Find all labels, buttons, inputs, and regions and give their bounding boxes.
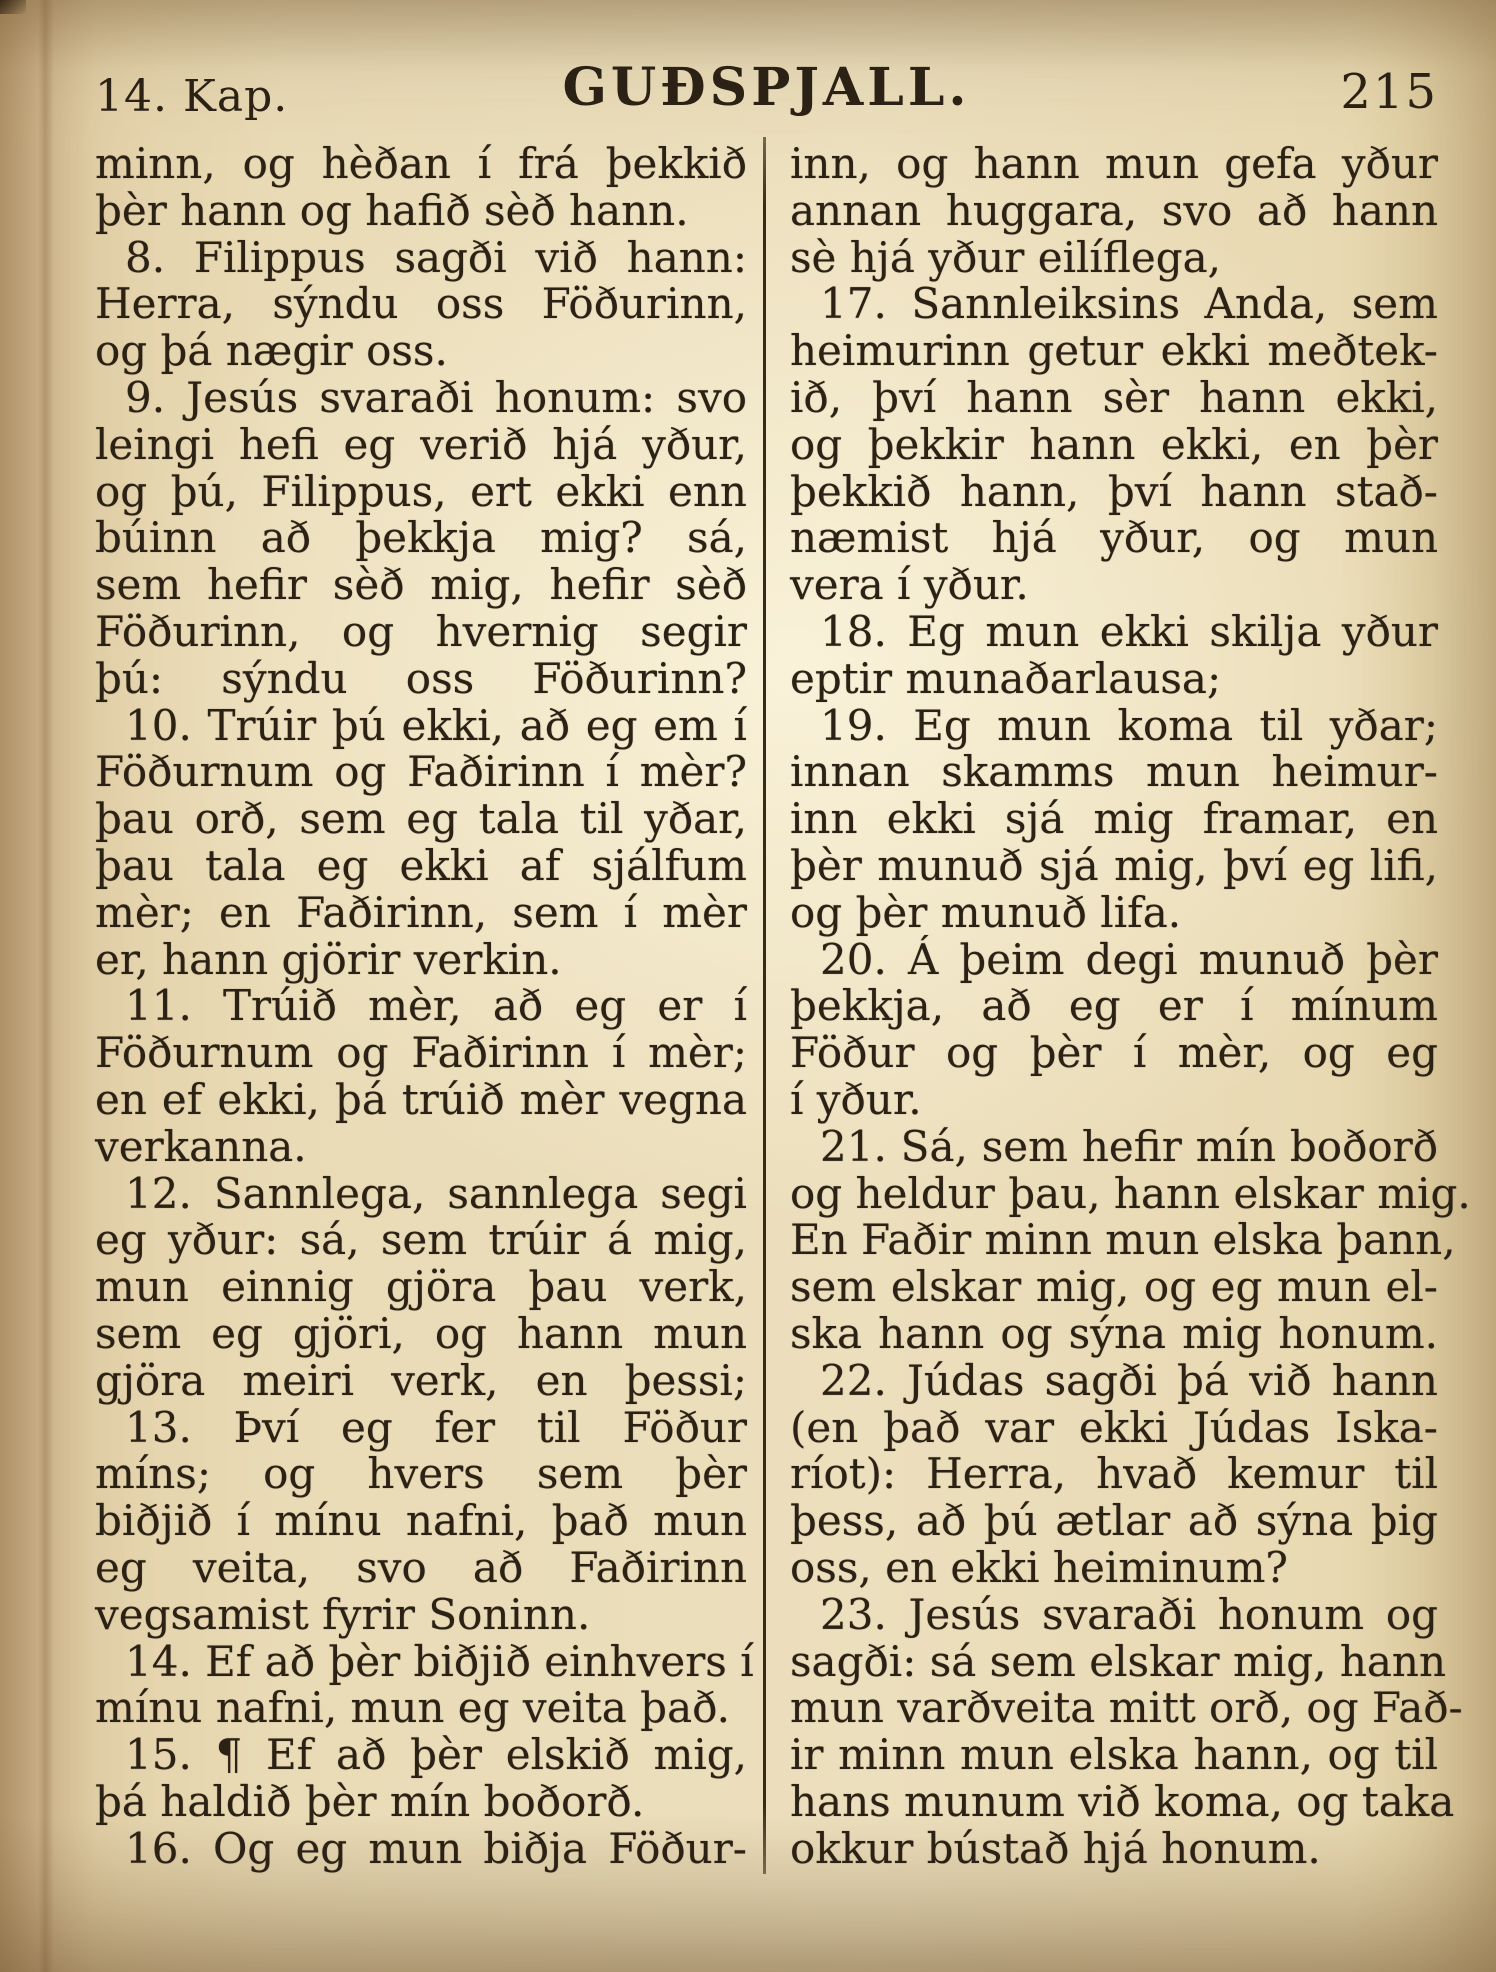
text-line: þèr hann og hafið sèð hann. [95,185,689,235]
text-line: 10. Trúir þú ekki, að eg em í [125,700,747,750]
text-line: 16. Og eg mun biðja Föður- [125,1823,747,1873]
text-line: eptir munaðarlausa; [790,653,1222,703]
chapter-label: 14. Kap. [95,71,289,122]
text-line: sagði: sá sem elskar mig, hann [790,1636,1447,1686]
page-gutter-shadow [38,0,54,1972]
text-line: ríot): Herra, hvað kemur til [790,1449,1438,1499]
text-line: mun einnig gjöra þau verk, [95,1262,747,1312]
text-line: þau tala eg ekki af sjálfum [95,840,747,890]
text-line: næmist hjá yður, og mun [790,513,1438,563]
left-column [95,139,754,1873]
text-line: í yður. [790,1074,922,1124]
text-line: vegsamist fyrir Soninn. [95,1589,591,1639]
text-line: er, hann gjörir verkin. [95,934,562,984]
text-line: oss, en ekki heiminum? [790,1542,1288,1592]
text-line: sem hefir sèð mig, hefir sèð [95,560,747,610]
text-line: mínu nafni, mun eg veita það. [95,1683,731,1733]
text-line: 12. Sannlega, sannlega segi [125,1168,747,1218]
column-divider [763,137,766,1874]
text-line: mun varðveita mitt orð, og Fað- [790,1683,1463,1733]
text-line: þekkið hann, því hann stað- [790,466,1438,516]
text-line: biðjið í mínu nafni, það mun [95,1496,747,1546]
text-line: Föðurnum og Faðirinn í mèr; [95,1028,747,1078]
text-line: og heldur þau, hann elskar mig. [790,1168,1471,1218]
text-line: en ef ekki, þá trúið mèr vegna [95,1074,747,1124]
text-line: eg yður: sá, sem trúir á mig, [95,1215,747,1265]
text-line: þá haldið þèr mín boðorð. [95,1776,645,1826]
text-line: verkanna. [95,1121,307,1171]
text-line: Föður og þèr í mèr, og eg [790,1028,1438,1078]
right-column [790,139,1471,1873]
text-line: búinn að þekkja mig? sá, [95,513,747,563]
text-line: sè hjá yður eilíflega, [790,232,1222,282]
text-line: 13. Því eg fer til Föður [125,1402,747,1452]
text-line: 21. Sá, sem hefir mín boðorð [820,1121,1438,1171]
text-line: þèr munuð sjá mig, því eg lifi, [790,840,1438,890]
text-line: heimurinn getur ekki meðtek- [790,326,1438,376]
text-line: minn, og hèðan í frá þekkið [95,139,747,188]
text-line: 17. Sannleiksins Anda, sem [820,279,1438,329]
text-line: og þá nægir oss. [95,326,448,376]
text-line: 23. Jesús svaraði honum og [820,1589,1438,1639]
text-line: þekkja, að eg er í mínum [790,981,1438,1031]
text-line: eg veita, svo að Faðirinn [95,1542,747,1592]
text-line: Föðurinn, og hvernig segir [95,606,747,656]
text-line: 15. ¶ Ef að þèr elskið mig, [125,1730,747,1780]
text-line: þú: sýndu oss Föðurinn? [95,653,747,703]
text-line: 14. Ef að þèr biðjið einhvers í [125,1636,754,1686]
text-line: innan skamms mun heimur- [790,747,1438,797]
text-line: þess, að þú ætlar að sýna þig [790,1496,1438,1546]
text-line: sem elskar mig, og eg mun el- [790,1262,1438,1312]
text-line: míns; og hvers sem þèr [95,1449,747,1499]
text-line: mèr; en Faðirinn, sem í mèr [95,887,747,937]
text-line: inn, og hann mun gefa yður [790,139,1438,188]
text-line: 9. Jesús svaraði honum: svo [125,372,747,422]
page-header [95,0,1438,130]
text-line: 8. Filippus sagði við hann: [125,232,747,282]
text-line: og þekkir hann ekki, en þèr [790,419,1438,469]
text-line: okkur bústað hjá honum. [790,1823,1321,1873]
text-line: sem eg gjöri, og hann mun [95,1308,747,1358]
text-line: og þèr munuð lifa. [790,887,1182,937]
text-line: leingi hefi eg verið hjá yður, [95,419,747,469]
text-line: 22. Júdas sagði þá við hann [820,1355,1438,1405]
text-line: annan huggara, svo að hann [790,185,1438,235]
text-line: 19. Eg mun koma til yðar; [820,700,1438,750]
text-line: 20. Á þeim degi munuð þèr [820,934,1438,984]
text-line: 18. Eg mun ekki skilja yður [820,606,1438,656]
text-line: þau orð, sem eg tala til yðar, [95,794,747,844]
page-title: GUÐSPJALL. [562,57,971,118]
text-line: (en það var ekki Júdas Iska- [790,1402,1438,1452]
text-line: vera í yður. [790,560,1029,610]
text-line: ir minn mun elska hann, og til [790,1730,1438,1780]
text-line: 11. Trúið mèr, að eg er í [125,981,747,1031]
page-corner-shadow [0,0,26,14]
text-line: Herra, sýndu oss Föðurinn, [95,279,747,329]
text-line: Föðurnum og Faðirinn í mèr? [95,747,747,797]
page-number: 215 [1340,64,1438,120]
text-line: ið, því hann sèr hann ekki, [790,372,1438,422]
text-line: hans munum við koma, og taka [790,1776,1455,1826]
text-line: inn ekki sjá mig framar, en [790,794,1438,844]
text-line: gjöra meiri verk, en þessi; [95,1355,747,1405]
text-line: og þú, Filippus, ert ekki enn [95,466,747,516]
text-line: ska hann og sýna mig honum. [790,1308,1438,1358]
text-line: En Faðir minn mun elska þann, [790,1215,1456,1265]
